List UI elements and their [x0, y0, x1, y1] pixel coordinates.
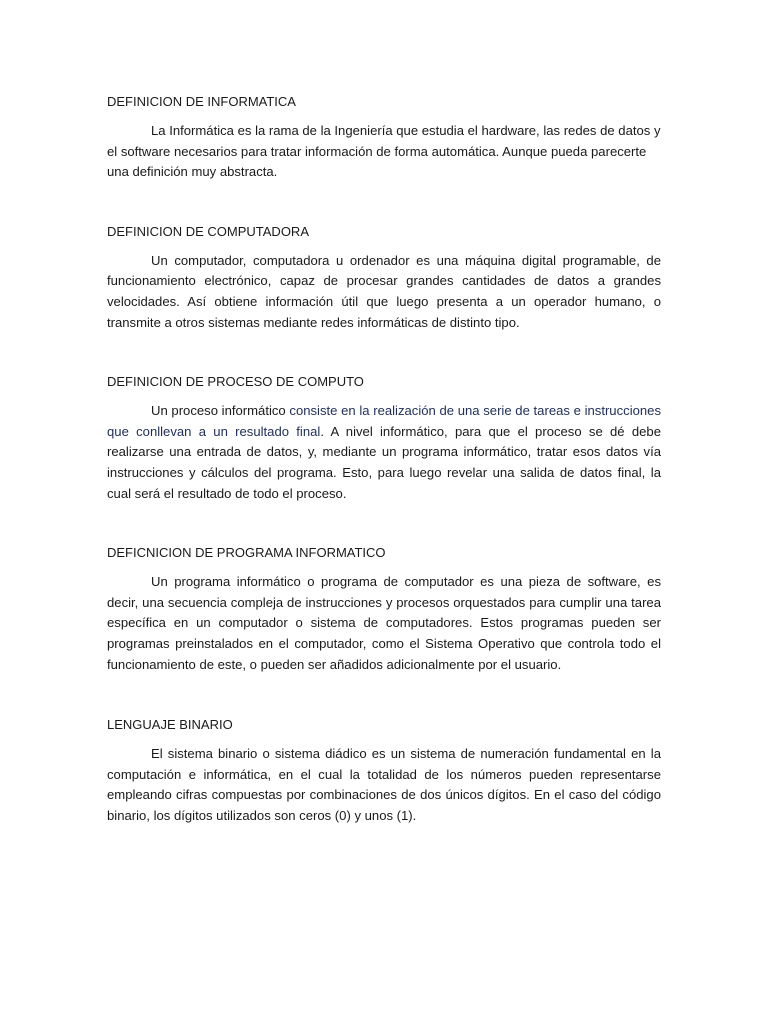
section-programa-informatico [107, 543, 661, 675]
section-paragraph: Un computador, computadora u ordenador es una máquina digital programable, de funcionamiento electrónico, capaz de procesar grandes cantidades de datos a grandes velocidades. Así obtiene información útil que luego presenta a un operador humano, o transmite a otros sistemas mediante redes informáticas de distinto tipo. [107, 252, 661, 330]
section-lenguaje-binario [107, 715, 661, 826]
section-paragraph: Un programa informático o programa de computador es una pieza de software, es decir, una secuencia compleja de instrucciones y procesos orquestados para cumplir una tarea específica en un computador o sistema de computadores. Estos programas pueden ser programas preinstalados en el computador, como el Sistema Operativo que controla todo el funcionamiento de este, o pueden ser añadidos adicionalmente por el usuario. [107, 574, 661, 672]
section-paragraph: El sistema binario o sistema diádico es un sistema de numeración fundamental en la computación e informática, en el cual la totalidad de los números pueden representarse empleando cifras compuestas por combinaciones de dos únicos dígitos. En el caso del código binario, los dígitos utilizados son ceros (0) y unos (1). [107, 746, 661, 823]
paragraph-text-end: . A nivel informático, para que el proceso se dé debe realizarse una entrada de datos, y, mediante un programa informático, tratar esos datos vía instrucciones y cálculos del programa. Esto, para luego revelar una salida de datos final, la cual será el resultado de todo el proceso. [107, 423, 661, 501]
section-heading: DEFICNICION DE PROGRAMA INFORMATICO [107, 545, 386, 561]
section-computadora [107, 222, 661, 333]
highlighted-text: consiste en la realización de una serie de tareas e instrucciones que conllevan a un resultado final [107, 403, 661, 439]
section-heading: DEFINICION DE COMPUTADORA [107, 223, 309, 239]
section-heading: DEFINICION DE INFORMATICA [107, 94, 296, 109]
section-paragraph: La Informática es la rama de la Ingeniería que estudia el hardware, las redes de datos y el software necesarios para tratar información de forma automática. Aunque pueda parecerte una definición muy abstracta. [107, 123, 661, 180]
section-paragraph [107, 401, 661, 504]
document-page [107, 92, 661, 826]
section-heading: DEFINICION DE PROCESO DE COMPUTO [107, 374, 364, 390]
section-heading: LENGUAJE BINARIO [107, 717, 233, 733]
section-proceso-de-computo [107, 372, 661, 504]
section-informatica [107, 92, 661, 183]
paragraph-text-start: Un proceso informático [151, 403, 290, 419]
